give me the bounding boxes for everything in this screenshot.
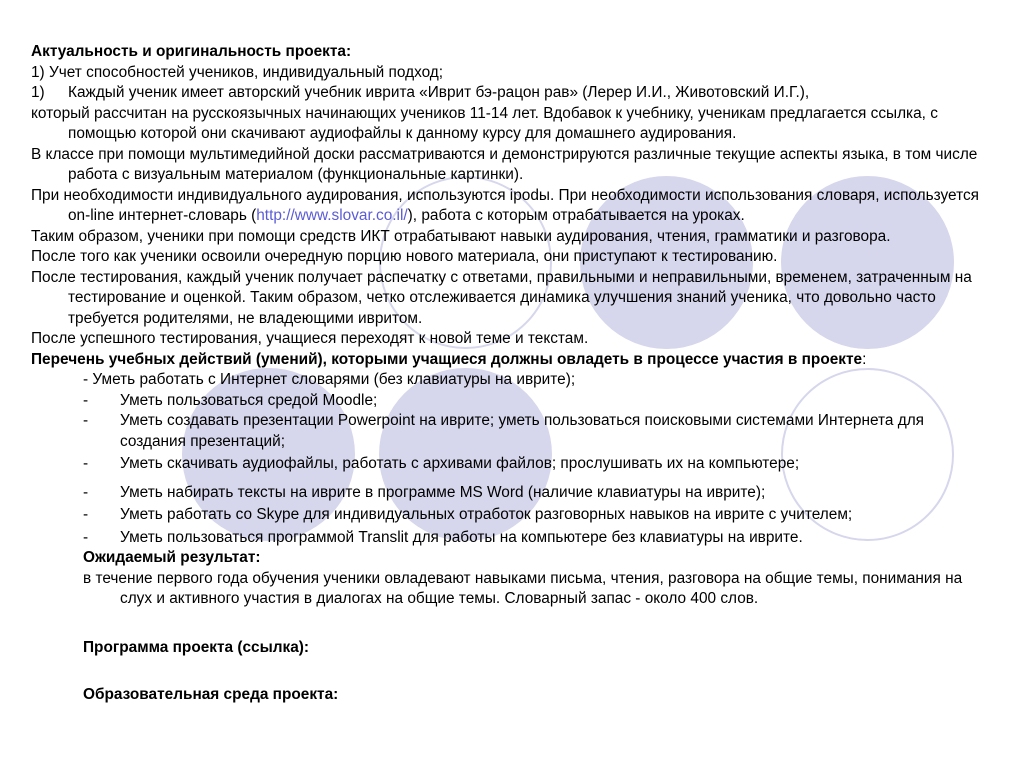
paragraph-5-before: При необходимости индивидуального аудирования, используются ipodы. При необходимости использования словаря, используется on-line интернет-словарь ( bbox=[31, 186, 980, 224]
skill-item-first: - Уметь работать с Интернет словарями (без клавиатуры на иврите); bbox=[83, 371, 576, 388]
skill-text: Уметь набирать тексты на иврите в программе MS Word (наличие клавиатуры на иврите); bbox=[120, 483, 766, 501]
spacer bbox=[31, 610, 991, 631]
skill-text: Уметь пользоваться средой Moodle; bbox=[120, 391, 378, 409]
document-body bbox=[31, 42, 991, 706]
paragraph-8: После тестирования, каждый ученик получает распечатку с ответами, правильными и неправильными, временем, затраченным на тестирование и оценкой. Таким образом, четко отслеживается динамика улучшения знаний ученика, что довольно часто требуется родителями, не владеющими ивритом. bbox=[31, 268, 972, 327]
heading-skills bbox=[31, 350, 991, 371]
skill-item bbox=[31, 483, 991, 504]
skill-item bbox=[31, 505, 991, 526]
list-dash: - bbox=[83, 391, 89, 409]
paragraph-5-after: ), работа с которым отрабатывается на уроках. bbox=[407, 207, 745, 224]
list-dash: - bbox=[83, 483, 89, 501]
heading-program: Программа проекта (ссылка): bbox=[83, 639, 310, 656]
skill-text: Уметь пользоваться программой Translit для работы на компьютере без клавиатуры на иврите. bbox=[120, 528, 803, 546]
paragraph-3: который рассчитан на русскоязычных начинающих учеников 11-14 лет. Вдобавок к учебнику, ученикам предлагается ссылка, с помощью которой они скачивают аудиофайлы к данному курсу для домашнего аудирования. bbox=[31, 104, 938, 142]
heading-relevance: Актуальность и оригинальность проекта: bbox=[31, 43, 352, 60]
paragraph-4: В классе при помощи мультимедийной доски рассматриваются и демонстрируются различные текущие аспекты языка, в том числе работа с визуальным материалом (функциональные картинки). bbox=[31, 145, 978, 183]
paragraph-1: 1) Учет способностей учеников, индивидуальный подход; bbox=[31, 63, 444, 81]
skill-text: Уметь работать со Skype для индивидуальных отработок разговорных навыков на иврите с учителем; bbox=[120, 506, 853, 523]
skill-text: Уметь скачивать аудиофайлы, работать с архивами файлов; прослушивать их на компьютере; bbox=[120, 455, 800, 472]
paragraph-2-number: 1) bbox=[31, 84, 45, 101]
paragraph-2-text: Каждый ученик имеет авторский учебник иврита «Иврит бэ-рацон рав» (Лерер И.И., Животовский И.Г.), bbox=[68, 84, 810, 101]
heading-skills-text: Перечень учебных действий (умений), которыми учащиеся должны овладеть в процессе участия в проекте bbox=[31, 350, 863, 368]
heading-skills-colon: : bbox=[862, 350, 867, 368]
heading-result: Ожидаемый результат: bbox=[83, 549, 261, 566]
heading-environment: Образовательная среда проекта: bbox=[83, 686, 339, 703]
skill-text: Уметь создавать презентации Powerpoint на иврите; уметь пользоваться поисковыми системами Интернета для создания презентаций; bbox=[120, 412, 925, 450]
slovar-link[interactable]: http://www.slovar.co.il/ bbox=[256, 207, 408, 224]
paragraph-7: После того как ученики освоили очередную порцию нового материала, они приступают к тестированию. bbox=[31, 248, 778, 265]
paragraph-2 bbox=[31, 83, 991, 104]
paragraph-9: После успешного тестирования, учащиеся переходят к новой теме и текстам. bbox=[31, 330, 589, 347]
list-dash: - bbox=[83, 506, 89, 523]
list-dash: - bbox=[83, 528, 89, 546]
spacer bbox=[31, 659, 991, 680]
list-dash: - bbox=[83, 455, 89, 472]
paragraph-6: Таким образом, ученики при помощи средств ИКТ отрабатывают навыки аудирования, чтения, грамматики и разговора. bbox=[31, 227, 891, 245]
skill-item bbox=[31, 391, 991, 412]
list-dash: - bbox=[83, 412, 89, 429]
result-text: в течение первого года обучения ученики овладевают навыками письма, чтения, разговора на общие темы, понимания на слух и активного участия в диалогах на общие темы. Словарный запас - около 400 слов. bbox=[83, 569, 963, 607]
paragraph-5 bbox=[31, 186, 991, 227]
skill-item bbox=[31, 528, 991, 549]
skill-item bbox=[31, 454, 991, 475]
skill-item bbox=[31, 411, 991, 452]
